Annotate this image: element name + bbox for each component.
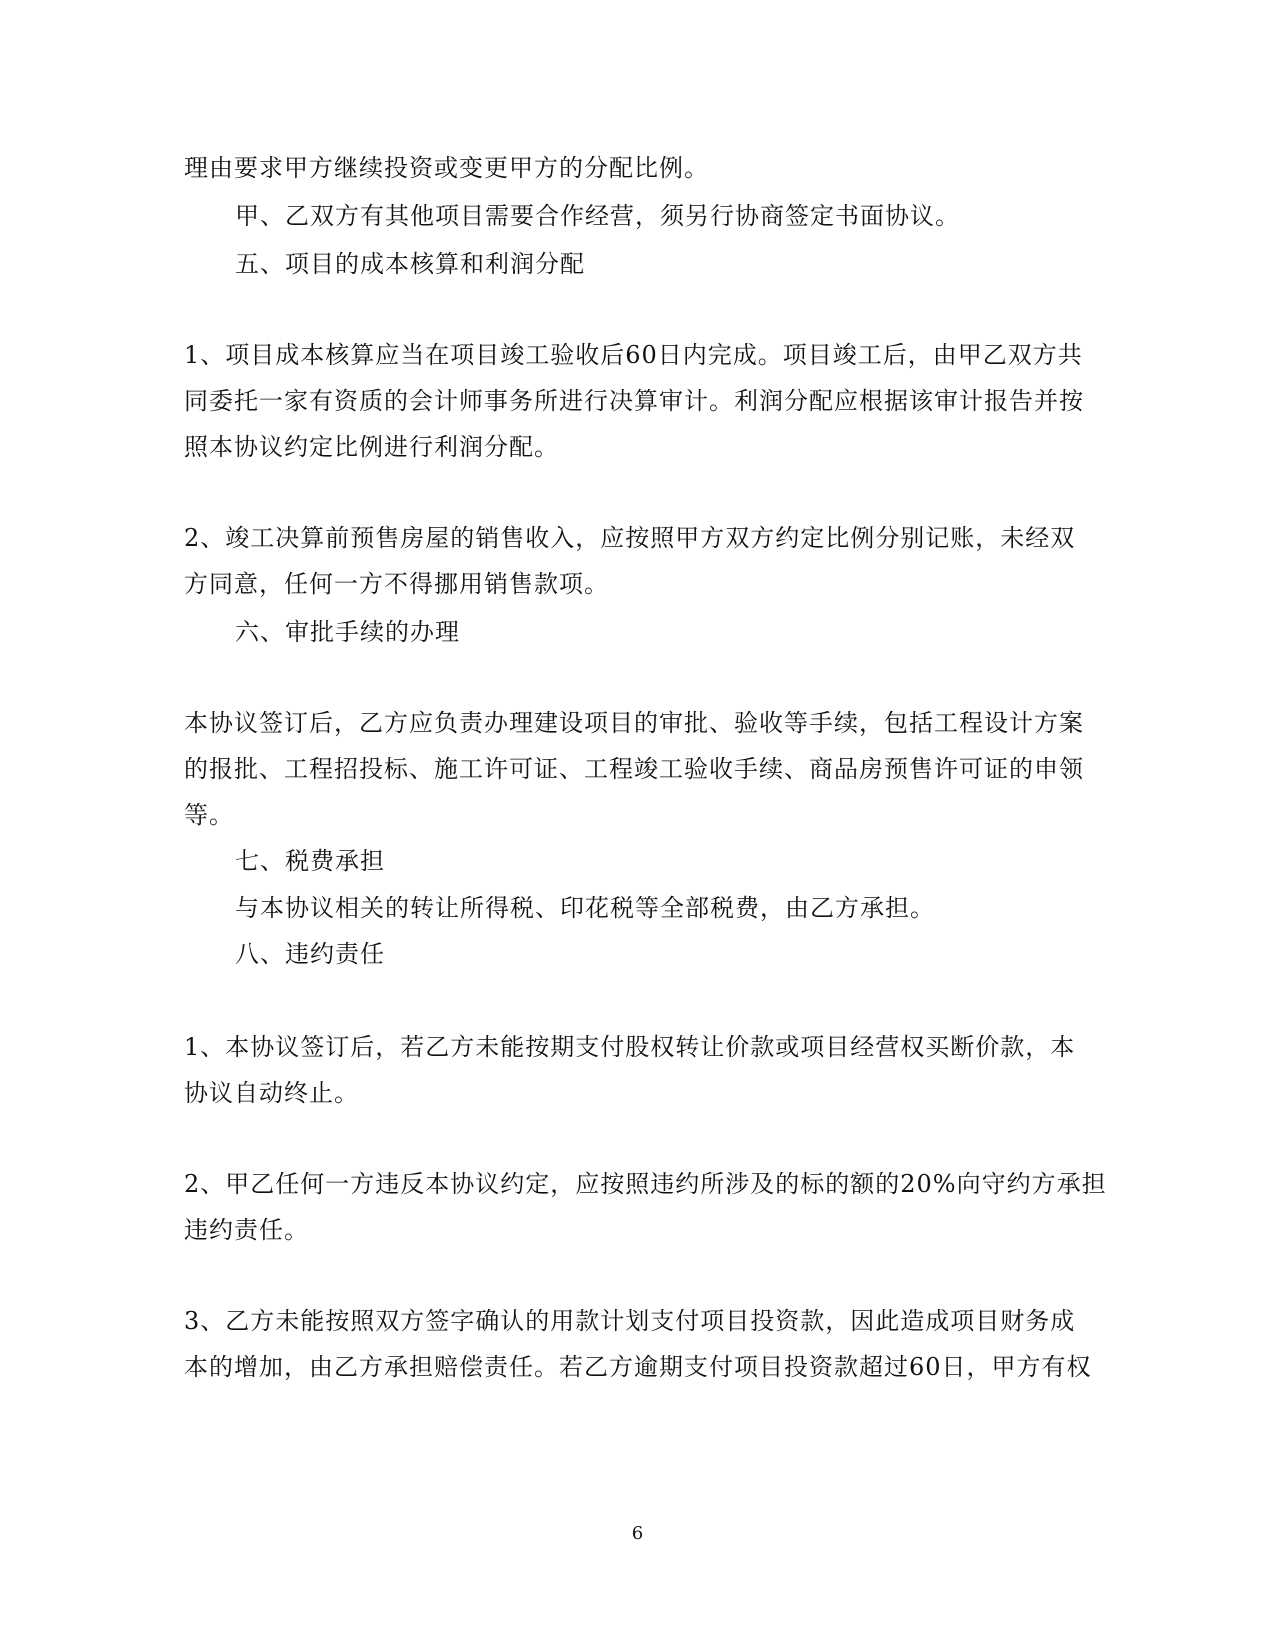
section-heading: 七、税费承担 <box>235 847 385 875</box>
text-line: 2、甲乙任何一方违反本协议约定，应按照违约所涉及的标的额的20%向守约方承担 <box>184 1170 1107 1198</box>
text-line: 的报批、工程招投标、施工许可证、工程竣工验收手续、商品房预售许可证的申领 <box>184 755 1084 783</box>
text-line: 照本协议约定比例进行利润分配。 <box>184 433 559 461</box>
text-line: 3、乙方未能按照双方签字确认的用款计划支付项目投资款，因此造成项目财务成 <box>184 1307 1076 1335</box>
section-heading: 八、违约责任 <box>235 940 385 968</box>
text-line: 与本协议相关的转让所得税、印花税等全部税费，由乙方承担。 <box>235 894 935 922</box>
text-line: 同委托一家有资质的会计师事务所进行决算审计。利润分配应根据该审计报告并按 <box>184 387 1084 415</box>
text-line: 违约责任。 <box>184 1216 309 1244</box>
page-number: 6 <box>631 1523 644 1544</box>
text-line: 协议自动终止。 <box>184 1079 359 1107</box>
text-line: 理由要求甲方继续投资或变更甲方的分配比例。 <box>184 154 709 182</box>
section-heading: 五、项目的成本核算和利润分配 <box>235 250 585 278</box>
text-line: 1、本协议签订后，若乙方未能按期支付股权转让价款或项目经营权买断价款，本 <box>184 1033 1076 1061</box>
text-line: 本的增加，由乙方承担赔偿责任。若乙方逾期支付项目投资款超过60日，甲方有权 <box>184 1353 1092 1381</box>
section-heading: 六、审批手续的办理 <box>235 618 460 646</box>
text-line: 本协议签订后，乙方应负责办理建设项目的审批、验收等手续，包括工程设计方案 <box>184 709 1084 737</box>
text-line: 方同意，任何一方不得挪用销售款项。 <box>184 570 609 598</box>
text-line: 等。 <box>184 801 234 829</box>
text-line: 2、竣工决算前预售房屋的销售收入，应按照甲方双方约定比例分别记账，未经双 <box>184 524 1076 552</box>
text-line: 1、项目成本核算应当在项目竣工验收后60日内完成。项目竣工后，由甲乙双方共 <box>184 341 1083 369</box>
text-line: 甲、乙双方有其他项目需要合作经营，须另行协商签定书面协议。 <box>235 202 960 230</box>
